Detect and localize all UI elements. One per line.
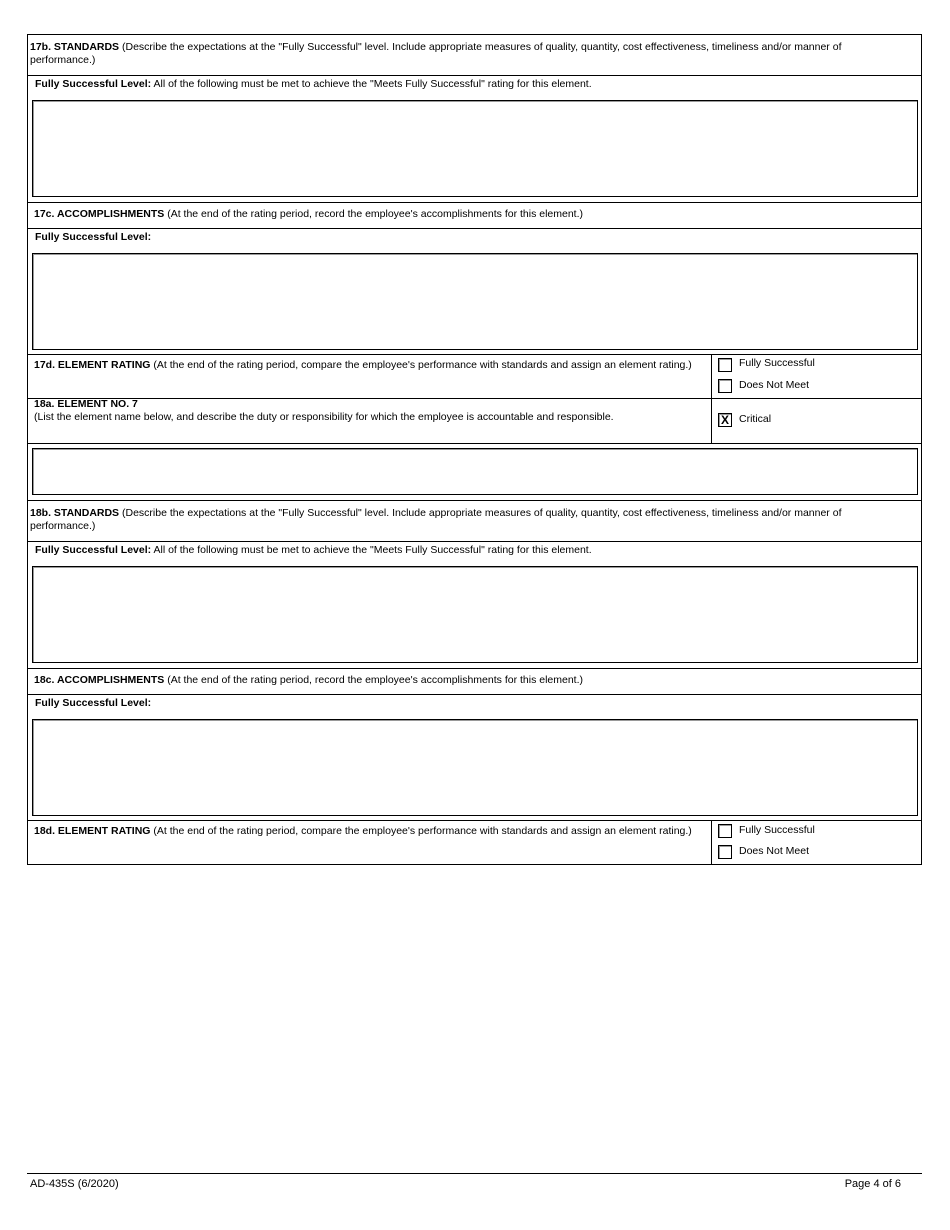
rating-17d-does-not-meet-checkbox[interactable] (718, 379, 732, 393)
accomplishments-17c-description: (At the end of the rating period, record the employee's accomplishments for this element.) (164, 208, 584, 220)
accomplishments-18c-heading (34, 674, 583, 687)
fully-successful-18b-heading (35, 544, 592, 557)
fully-successful-18b-text: All of the following must be met to achieve the "Meets Fully Successful" rating for this element. (151, 544, 592, 556)
rating-17d-does-not-meet-label: Does Not Meet (739, 379, 810, 391)
element-rating-17d-heading (34, 359, 692, 372)
rating-18d-does-not-meet-label: Does Not Meet (739, 845, 810, 857)
accomplishments-18c-textarea[interactable] (32, 719, 918, 816)
footer-rule (27, 1173, 922, 1174)
critical-18a-checkbox[interactable] (718, 413, 732, 427)
element-rating-18d-description: (At the end of the rating period, compare the employee's performance with standards and assign an element rating.) (150, 825, 692, 837)
accomplishments-17c-label: 17c. ACCOMPLISHMENTS (34, 208, 165, 220)
rating-17d-fully-successful-checkbox[interactable] (718, 358, 732, 372)
element-18a-heading (34, 398, 138, 411)
critical-18a-check-mark: X (720, 413, 729, 427)
fully-successful-17b-label: Fully Successful Level: (35, 78, 152, 90)
standards-17b-textarea[interactable] (32, 100, 918, 197)
element-18a-description: (List the element name below, and describe the duty or responsibility for which the employee is accountable and responsible. (34, 411, 614, 423)
standards-18b-label: 18b. STANDARDS (30, 507, 120, 519)
standards-18b-textarea[interactable] (32, 566, 918, 663)
element-rating-18d-label: 18d. ELEMENT RATING (34, 825, 151, 837)
footer-page-number: Page 4 of 6 (844, 1178, 901, 1190)
element-18a-label: 18a. ELEMENT NO. 7 (34, 398, 138, 410)
fully-successful-18b-label: Fully Successful Level: (35, 544, 152, 556)
element-rating-17d-label: 17d. ELEMENT RATING (34, 359, 151, 371)
accomplishments-17c-heading (34, 208, 583, 221)
standards-17b-label: 17b. STANDARDS (30, 41, 120, 53)
element-rating-17d-description: (At the end of the rating period, compare the employee's performance with standards and assign an element rating.) (150, 359, 692, 371)
element-rating-18d-heading (34, 825, 692, 838)
fully-successful-18c-label: Fully Successful Level: (35, 697, 152, 709)
fully-successful-17c-label: Fully Successful Level: (35, 231, 152, 243)
accomplishments-18c-label: 18c. ACCOMPLISHMENTS (34, 674, 165, 686)
accomplishments-18c-description: (At the end of the rating period, record the employee's accomplishments for this element.) (164, 674, 584, 686)
standards-18b-description: (Describe the expectations at the "Fully Successful" level. Include appropriate measures of quality, quantity, cost effectiveness, timeliness and/or manner of performance.) (30, 507, 842, 532)
standards-18b-heading (30, 507, 890, 533)
fully-successful-17c-heading (35, 231, 151, 244)
rating-17d-fully-successful-label: Fully Successful (739, 357, 815, 369)
fully-successful-18c-heading (35, 697, 151, 710)
footer-form-id: AD-435S (6/2020) (30, 1178, 119, 1190)
rating-18d-does-not-meet-checkbox[interactable] (718, 845, 732, 859)
rating-18d-fully-successful-checkbox[interactable] (718, 824, 732, 838)
critical-18a-label: Critical (739, 413, 772, 425)
standards-17b-heading (30, 41, 890, 67)
standards-17b-description: (Describe the expectations at the "Fully Successful" level. Include appropriate measures of quality, quantity, cost effectiveness, timeliness and/or manner of performance.) (30, 41, 842, 66)
rating-18d-fully-successful-label: Fully Successful (739, 824, 815, 836)
fully-successful-17b-heading (35, 78, 592, 91)
element-18a-name-textarea[interactable] (32, 448, 918, 495)
fully-successful-17b-text: All of the following must be met to achieve the "Meets Fully Successful" rating for this element. (151, 78, 592, 90)
accomplishments-17c-textarea[interactable] (32, 253, 918, 350)
